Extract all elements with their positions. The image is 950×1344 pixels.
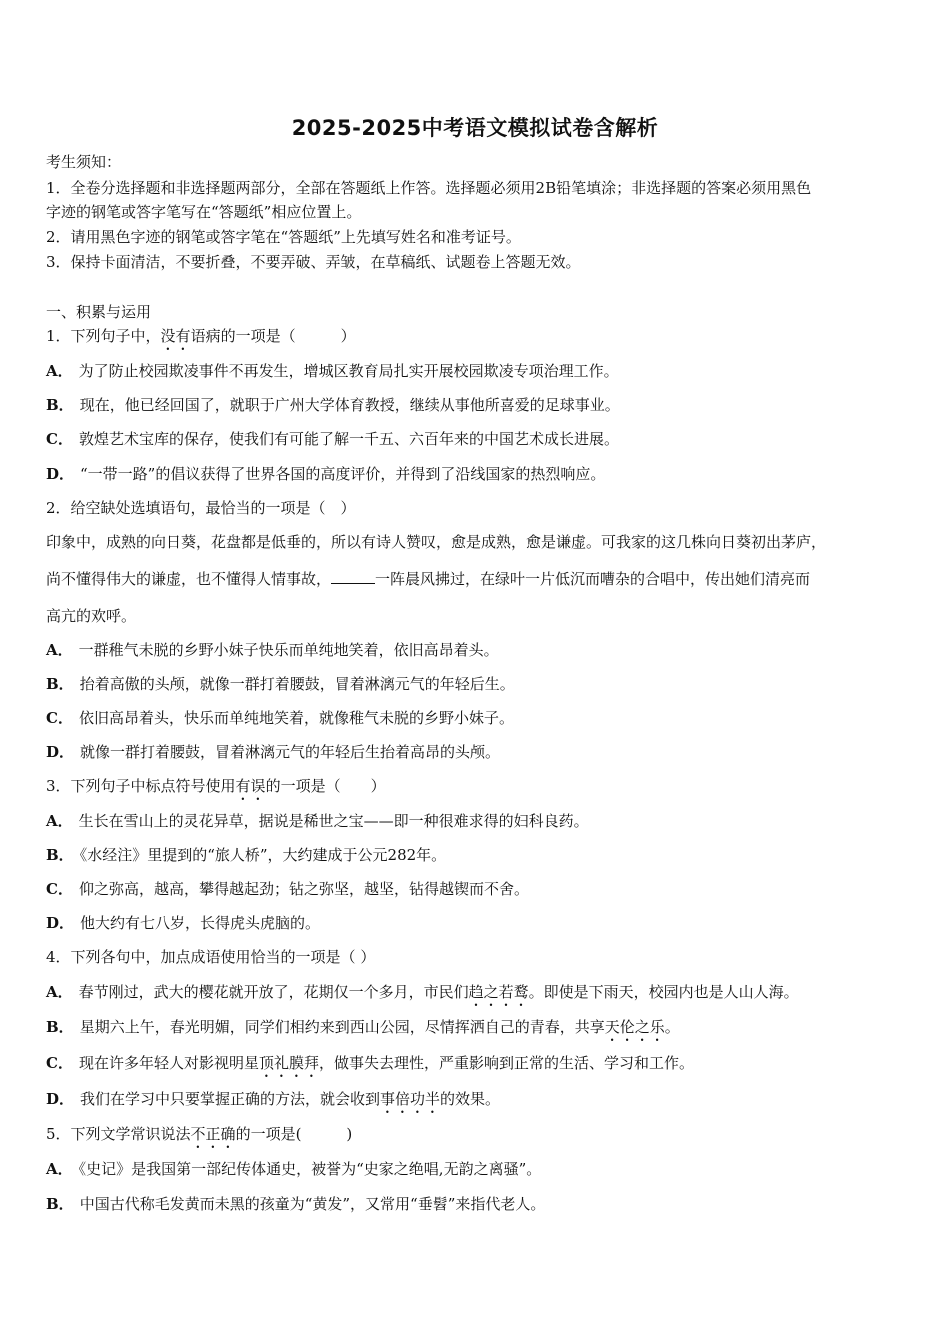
option-text: 生长在雪山上的灵花异草，据说是稀世之宝——即一种很难求得的妇科良药。 xyxy=(78,812,589,830)
option-text: 的效果。 xyxy=(440,1090,501,1108)
option-text: 依旧高昂着头，快乐而单纯地笑着，就像稚气未脱的乡野小妹子。 xyxy=(78,709,514,727)
option-a[interactable] xyxy=(46,811,910,831)
emphasis-text: 顶礼膜拜 xyxy=(258,1054,319,1072)
emphasis-text: 有误 xyxy=(235,777,266,795)
fill-blank xyxy=(331,569,375,584)
stem-text: 语病的一项是（ ） xyxy=(190,327,356,345)
option-letter: C． xyxy=(46,430,73,448)
section-heading: 一、积累与运用 xyxy=(46,303,152,321)
passage-line xyxy=(46,569,910,589)
notice-item: 字迹的钢笔或答字笔写在“答题纸”相应位置上。 xyxy=(46,203,362,221)
option-a[interactable] xyxy=(46,1159,910,1179)
emphasis-text: 事倍功半 xyxy=(380,1090,441,1108)
option-text: ，做事失去理性，严重影响到正常的生活、学习和工作。 xyxy=(318,1054,694,1072)
option-text: 他大约有七八岁，长得虎头虎脑的。 xyxy=(80,914,321,932)
option-a[interactable] xyxy=(46,361,910,381)
option-text: 就像一群打着腰鼓，冒着淋漓元气的年轻后生抬着高昂的头颅。 xyxy=(80,743,501,761)
option-b[interactable] xyxy=(46,1194,910,1214)
option-text: “一带一路”的倡议获得了世界各国的高度评价，并得到了沿线国家的热烈响应。 xyxy=(80,465,606,483)
option-letter: D． xyxy=(46,743,75,761)
page-title: 2025-2025中考语文模拟试卷含解析 xyxy=(291,116,659,140)
stem-text: 的一项是（ ） xyxy=(265,777,386,795)
emphasis-text: 天伦之乐 xyxy=(604,1018,665,1036)
option-letter: C． xyxy=(46,1054,73,1072)
option-letter: B． xyxy=(46,396,74,414)
stem-text: 1．下列句子中， xyxy=(46,327,161,345)
option-text: 一群稚气未脱的乡野小妹子快乐而单纯地笑着，依旧高昂着头。 xyxy=(78,641,499,659)
question-5-stem xyxy=(46,1124,910,1152)
question-4-stem: 4．下列各句中，加点成语使用恰当的一项是（ ） xyxy=(46,948,376,966)
passage-line: 印象中，成熟的向日葵，花盘都是低垂的，所以有诗人赞叹，愈是成熟，愈是谦虚。可我家的这几株向日葵初出茅庐， xyxy=(46,533,827,551)
stem-text: 3．下列句子中标点符号使用 xyxy=(46,777,236,795)
emphasis-text: 没有 xyxy=(160,327,191,345)
option-text: 。即使是下雨天，校园内也是人山人海。 xyxy=(528,983,799,1001)
notice-heading: 考生须知： xyxy=(46,153,122,171)
question-2-stem: 2．给空缺处选填语句，最恰当的一项是（ ） xyxy=(46,499,356,517)
option-a[interactable] xyxy=(46,640,910,660)
notice-item: 1．全卷分选择题和非选择题两部分，全部在答题纸上作答。选择题必须用2B铅笔填涂；非选择题的答案必须用黑色 xyxy=(46,179,812,197)
option-d[interactable] xyxy=(46,464,910,484)
option-text: 仰之弥高，越高，攀得越起劲；钻之弥坚，越坚，钻得越锲而不舍。 xyxy=(78,880,529,898)
option-text: 现在，他已经回国了，就职于广州大学体育教授，继续从事他所喜爱的足球事业。 xyxy=(79,396,620,414)
question-3-stem xyxy=(46,776,910,804)
option-text: 中国古代称毛发黄而未黑的孩童为“黄发”，又常用“垂髫”来指代老人。 xyxy=(79,1195,546,1213)
option-letter: A． xyxy=(46,983,73,1001)
option-text: 我们在学习中只要掌握正确的方法，就会收到 xyxy=(80,1090,381,1108)
option-letter: B． xyxy=(46,675,74,693)
option-text: 《水经注》里提到的“旅人桥”，大约建成于公元282年。 xyxy=(79,846,447,864)
option-letter: C． xyxy=(46,709,73,727)
option-letter: A． xyxy=(46,641,73,659)
passage-text: 一阵晨风拂过，在绿叶一片低沉而嘈杂的合唱中，传出她们清亮而 xyxy=(375,570,811,588)
stem-text: 5．下列文学常识说法 xyxy=(46,1125,191,1143)
passage-line: 高亢的欢呼。 xyxy=(46,607,137,625)
option-letter: B． xyxy=(46,1018,74,1036)
option-b[interactable] xyxy=(46,395,910,415)
notice-item: 3．保持卡面清洁，不要折叠，不要弄破、弄皱，在草稿纸、试题卷上答题无效。 xyxy=(46,253,581,271)
option-letter: D． xyxy=(46,1090,75,1108)
option-c[interactable] xyxy=(46,879,910,899)
option-letter: A． xyxy=(46,362,73,380)
option-letter: D． xyxy=(46,914,75,932)
option-d[interactable] xyxy=(46,742,910,762)
notice-item: 2．请用黑色字迹的钢笔或答字笔在“答题纸”上先填写姓名和准考证号。 xyxy=(46,228,521,246)
option-b[interactable] xyxy=(46,1017,910,1045)
option-text: 。 xyxy=(664,1018,680,1036)
emphasis-text: 不正确 xyxy=(190,1125,236,1143)
option-c[interactable] xyxy=(46,708,910,728)
option-d[interactable] xyxy=(46,913,910,933)
option-text: 星期六上午，春光明媚，同学们相约来到西山公园，尽情挥洒自己的青春，共享 xyxy=(79,1018,605,1036)
option-letter: B． xyxy=(46,846,74,864)
emphasis-text: 趋之若鹜 xyxy=(468,983,529,1001)
option-b[interactable] xyxy=(46,845,910,865)
question-1-stem xyxy=(46,326,910,354)
option-c[interactable] xyxy=(46,1053,910,1081)
option-text: 敦煌艺术宝库的保存，使我们有可能了解一千五、六百年来的中国艺术成长进展。 xyxy=(78,430,619,448)
option-text: 《史记》是我国第一部纪传体通史，被誉为“史家之绝唱,无韵之离骚”。 xyxy=(78,1160,542,1178)
option-a[interactable] xyxy=(46,982,910,1010)
stem-text: 的一项是( ) xyxy=(235,1125,353,1143)
option-text: 抬着高傲的头颅，就像一群打着腰鼓，冒着淋漓元气的年轻后生。 xyxy=(79,675,515,693)
option-text: 现在许多年轻人对影视明星 xyxy=(78,1054,259,1072)
option-b[interactable] xyxy=(46,674,910,694)
option-letter: C． xyxy=(46,880,73,898)
option-text: 春节刚过，武大的樱花就开放了，花期仅一个多月，市民们 xyxy=(78,983,469,1001)
option-c[interactable] xyxy=(46,429,910,449)
option-letter: B． xyxy=(46,1195,74,1213)
option-d[interactable] xyxy=(46,1089,910,1117)
option-letter: A． xyxy=(46,1160,73,1178)
option-letter: D． xyxy=(46,465,75,483)
passage-text: 尚不懂得伟大的谦虚，也不懂得人情事故， xyxy=(46,570,332,588)
option-text: 为了防止校园欺凌事件不再发生，增城区教育局扎实开展校园欺凌专项治理工作。 xyxy=(78,362,619,380)
option-letter: A． xyxy=(46,812,73,830)
